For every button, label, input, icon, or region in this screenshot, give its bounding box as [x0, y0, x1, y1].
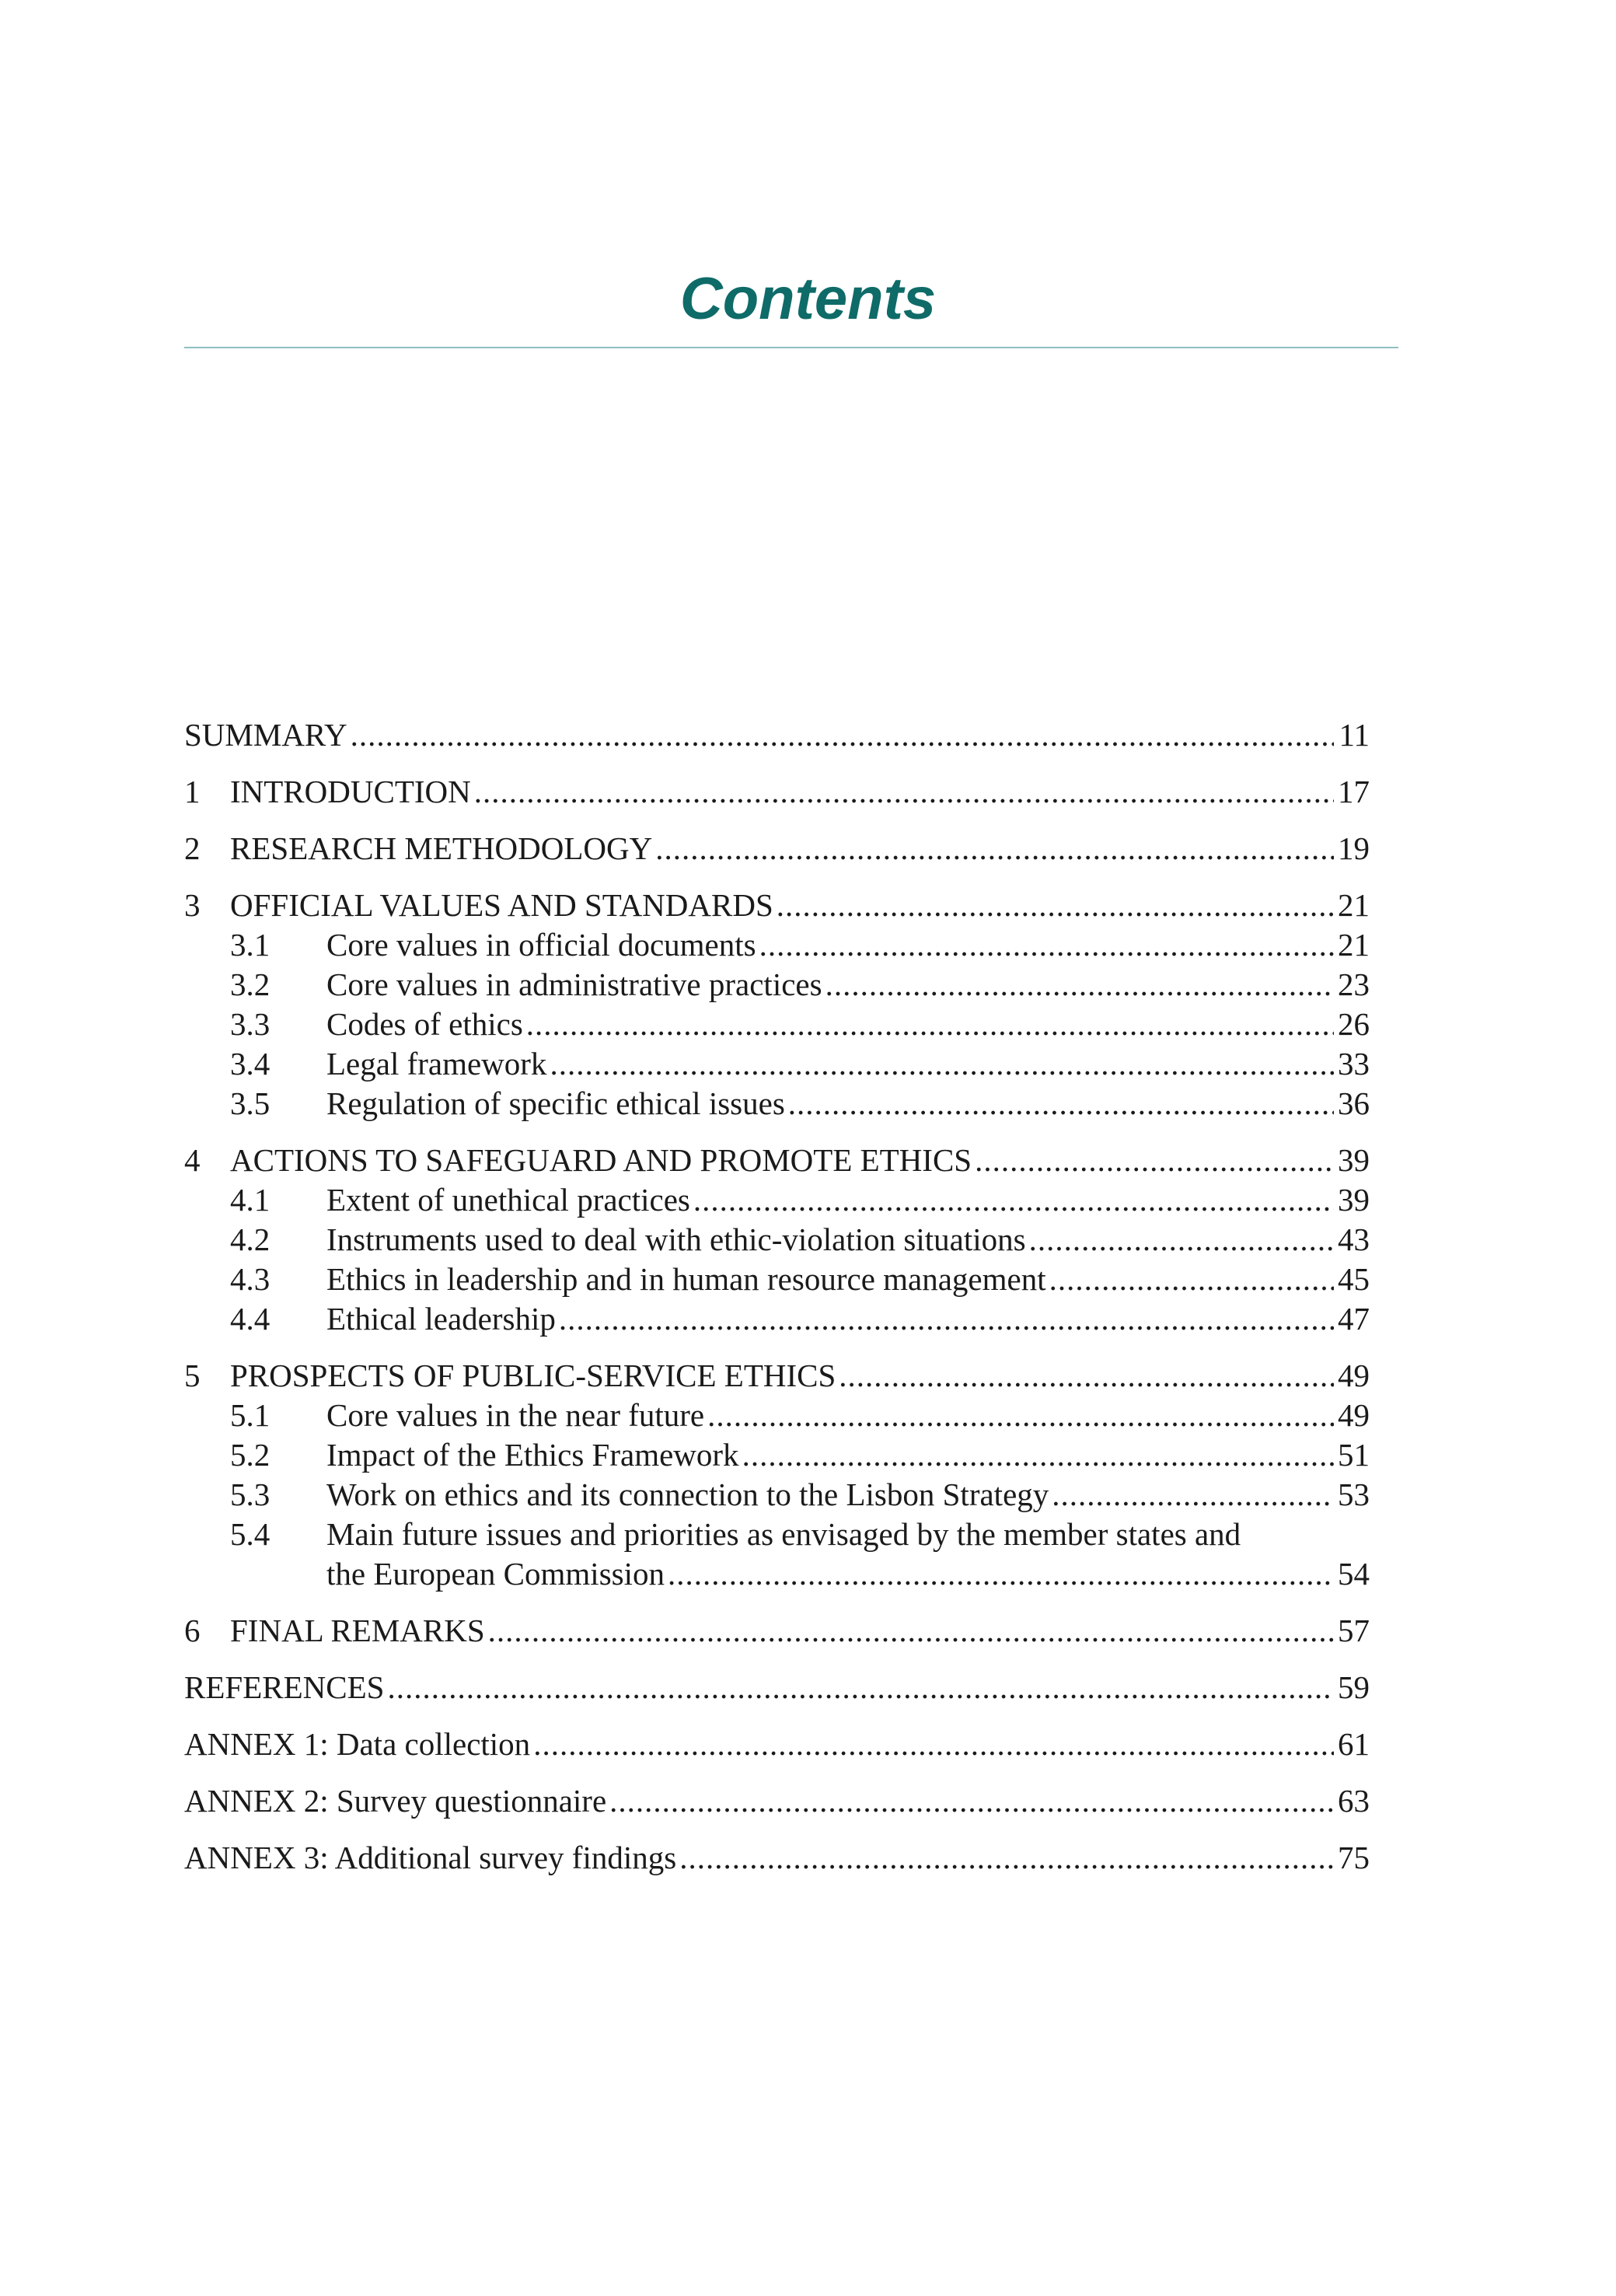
toc-entry-final-remarks[interactable] [184, 1611, 1370, 1651]
toc-leader [533, 1725, 1334, 1764]
toc-entry-5-1[interactable] [184, 1396, 1370, 1435]
toc-number: 1 [184, 774, 201, 809]
toc-leader [351, 715, 1334, 755]
toc-entry-introduction[interactable] [184, 772, 1370, 812]
toc-entry-summary[interactable] [184, 715, 1370, 755]
toc-entry-research-methodology[interactable] [184, 829, 1370, 868]
toc-leader [839, 1356, 1334, 1396]
toc-number: 4.2 [230, 1221, 270, 1257]
toc-leader [474, 772, 1334, 812]
toc-page-number: 43 [1338, 1221, 1370, 1257]
toc-leader [1029, 1220, 1334, 1260]
toc-leader [668, 1554, 1334, 1594]
toc-entry-4-1[interactable] [184, 1180, 1370, 1220]
toc-number: 3.1 [230, 927, 270, 963]
toc-number: 5.1 [230, 1397, 270, 1433]
toc-page-number: 26 [1338, 1006, 1370, 1042]
toc-entry-3-2[interactable] [184, 965, 1370, 1005]
toc-entry-3-3[interactable] [184, 1005, 1370, 1044]
toc-number: 2 [184, 830, 201, 866]
toc-leader [975, 1141, 1334, 1180]
toc-page-number: 23 [1338, 966, 1370, 1002]
toc-entry-prospects[interactable] [184, 1356, 1370, 1396]
toc-label: Extent of unethical practices [326, 1182, 690, 1218]
toc-leader [1052, 1475, 1334, 1515]
toc-entry-5-3[interactable] [184, 1475, 1370, 1515]
toc-label: Legal framework [326, 1046, 547, 1082]
toc-leader [550, 1044, 1334, 1084]
toc-label: PROSPECTS OF PUBLIC-SERVICE ETHICS [230, 1358, 836, 1393]
toc-leader [488, 1611, 1334, 1651]
toc-label: ACTIONS TO SAFEGUARD AND PROMOTE ETHICS [230, 1142, 972, 1178]
toc-leader [559, 1299, 1334, 1339]
toc-page-number: 53 [1338, 1476, 1370, 1512]
toc-label: Ethical leadership [326, 1301, 556, 1337]
toc-page-number: 39 [1338, 1182, 1370, 1218]
toc-number: 5 [184, 1358, 201, 1393]
toc-label: RESEARCH METHODOLOGY [230, 830, 653, 866]
toc-label: the European Commission [326, 1556, 665, 1592]
toc-entry-3-5[interactable] [184, 1084, 1370, 1124]
toc-page-number: 59 [1338, 1669, 1370, 1705]
toc-label: Impact of the Ethics Framework [326, 1437, 739, 1473]
toc-entry-4-3[interactable] [184, 1260, 1370, 1299]
toc-leader [387, 1668, 1334, 1707]
toc-label: Instruments used to deal with ethic-violation situations [326, 1221, 1026, 1257]
toc-entry-annex-1[interactable] [184, 1725, 1370, 1764]
toc-number: 3.4 [230, 1046, 270, 1082]
toc-entry-5-4-continued[interactable] [184, 1554, 1370, 1594]
toc-label: Codes of ethics [326, 1006, 523, 1042]
toc-leader [825, 965, 1334, 1005]
toc-label: Ethics in leadership and in human resource management [326, 1261, 1046, 1297]
toc-label: Main future issues and priorities as envisaged by the member states and [326, 1516, 1241, 1552]
toc-leader [707, 1396, 1334, 1435]
toc-label: FINAL REMARKS [230, 1613, 485, 1648]
toc-page-number: 54 [1338, 1556, 1370, 1592]
toc-number: 6 [184, 1613, 201, 1648]
toc-leader [609, 1781, 1334, 1821]
toc-page-number: 63 [1338, 1783, 1370, 1819]
toc-page-number: 19 [1338, 830, 1370, 866]
toc-entry-4-4[interactable] [184, 1299, 1370, 1339]
toc-label: Core values in administrative practices [326, 966, 822, 1002]
toc-entry-4-2[interactable] [184, 1220, 1370, 1260]
toc-entry-annex-3[interactable] [184, 1838, 1370, 1878]
toc-page-number: 49 [1338, 1358, 1370, 1393]
toc-number: 3.2 [230, 966, 270, 1002]
toc-number: 4.4 [230, 1301, 270, 1337]
toc-entry-3-1[interactable] [184, 925, 1370, 965]
toc-page-number: 47 [1338, 1301, 1370, 1337]
toc-number: 3 [184, 887, 201, 923]
toc-number: 5.2 [230, 1437, 270, 1473]
toc-label: Regulation of specific ethical issues [326, 1085, 785, 1121]
toc-page-number: 49 [1338, 1397, 1370, 1433]
toc-label: SUMMARY [184, 717, 347, 753]
toc-label: Core values in the near future [326, 1397, 705, 1433]
toc-label: Work on ethics and its connection to the Lisbon Strategy [326, 1476, 1049, 1512]
toc-leader [788, 1084, 1334, 1124]
page-title: Contents [679, 266, 937, 332]
toc-page-number: 33 [1338, 1046, 1370, 1082]
toc-number: 4.3 [230, 1261, 270, 1297]
toc-page-number: 61 [1338, 1726, 1370, 1762]
toc-number: 3.5 [230, 1085, 270, 1121]
toc-page-number: 21 [1338, 887, 1370, 923]
toc-entry-5-4[interactable] [184, 1515, 1370, 1554]
toc-number: 4.1 [230, 1182, 270, 1218]
toc-entry-references[interactable] [184, 1668, 1370, 1707]
toc-page-number: 36 [1338, 1085, 1370, 1121]
toc-label: REFERENCES [184, 1669, 385, 1705]
toc-entry-official-values[interactable] [184, 886, 1370, 925]
toc-label: ANNEX 2: Survey questionnaire [184, 1783, 607, 1819]
toc-page-number: 11 [1339, 717, 1370, 753]
toc-page-number: 45 [1338, 1261, 1370, 1297]
toc-leader [759, 925, 1334, 965]
toc-page-number: 51 [1338, 1437, 1370, 1473]
toc-number: 3.3 [230, 1006, 270, 1042]
toc-leader [777, 886, 1334, 925]
title-rule [184, 347, 1398, 348]
toc-leader [679, 1838, 1334, 1878]
toc-page-number: 57 [1338, 1613, 1370, 1648]
toc-leader [693, 1180, 1334, 1220]
toc-leader [655, 829, 1334, 868]
toc-label: Core values in official documents [326, 927, 756, 963]
toc-entry-3-4[interactable] [184, 1044, 1370, 1084]
toc-leader [742, 1435, 1334, 1475]
toc-leader [526, 1005, 1334, 1044]
toc-number: 5.3 [230, 1476, 270, 1512]
toc-page-number: 17 [1338, 774, 1370, 809]
toc-entry-actions[interactable] [184, 1141, 1370, 1180]
toc-number: 5.4 [230, 1516, 270, 1552]
table-of-contents [184, 715, 1370, 1878]
toc-leader [1049, 1260, 1334, 1299]
toc-page-number: 75 [1338, 1840, 1370, 1875]
toc-label: INTRODUCTION [230, 774, 471, 809]
toc-page-number: 39 [1338, 1142, 1370, 1178]
toc-label: OFFICIAL VALUES AND STANDARDS [230, 887, 773, 923]
toc-number: 4 [184, 1142, 201, 1178]
toc-entry-annex-2[interactable] [184, 1781, 1370, 1821]
toc-label: ANNEX 3: Additional survey findings [184, 1840, 677, 1875]
toc-page-number: 21 [1338, 927, 1370, 963]
toc-entry-5-2[interactable] [184, 1435, 1370, 1475]
toc-label: ANNEX 1: Data collection [184, 1726, 531, 1762]
